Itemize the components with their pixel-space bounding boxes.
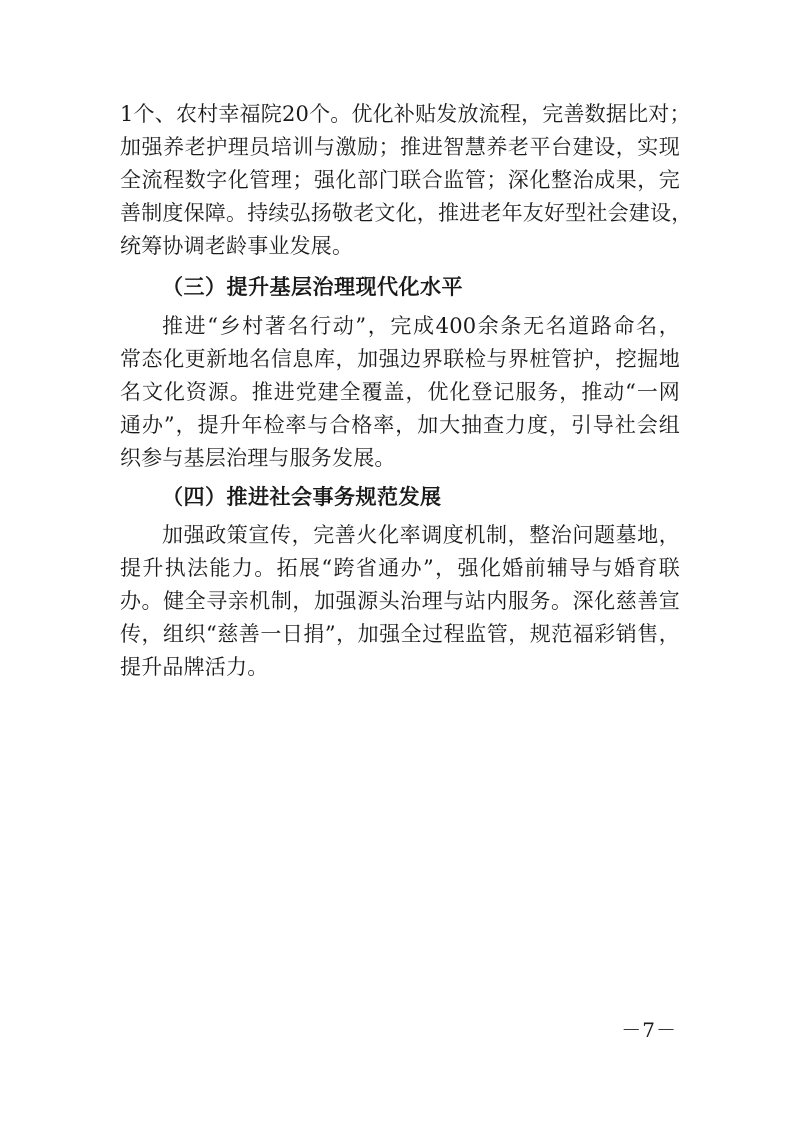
text-line: 全流程数字化管理；强化部门联合监管；深化整治成果，完 — [120, 168, 680, 192]
section-heading-4: （四）推进社会事务规范发展 — [162, 485, 442, 509]
text-line: 加强政策宣传，完善火化率调度机制，整治问题墓地， — [162, 523, 680, 547]
text-line: 传，组织“慈善一日捐”，加强全过程监管，规范福彩销售， — [120, 622, 680, 646]
text-line: 织参与基层治理与服务发展。 — [120, 446, 396, 470]
text-line: 推进“乡村著名行动”，完成400余条无名道路命名， — [162, 314, 680, 338]
text-line: 统筹协调老龄事业发展。 — [120, 234, 354, 258]
text-line: 加强养老护理员培训与激励；推进智慧养老平台建设，实现 — [120, 135, 680, 159]
text-line: 善制度保障。持续弘扬敬老文化，推进老年友好型社会建设， — [120, 201, 693, 225]
text-line: 名文化资源。推进党建全覆盖，优化登记服务，推动“一网 — [120, 380, 680, 404]
section-heading-3: （三）提升基层治理现代化水平 — [162, 275, 463, 299]
text-line: 提升执法能力。拓展“跨省通办”，强化婚前辅导与婚育联 — [120, 556, 680, 580]
text-line: 通办”，提升年检率与合格率，加大抽查力度，引导社会组 — [120, 413, 680, 437]
text-line: 办。健全寻亲机制，加强源头治理与站内服务。深化慈善宣 — [120, 589, 680, 613]
text-line: 提升品牌活力。 — [120, 655, 269, 679]
text-line: 常态化更新地名信息库，加强边界联检与界桩管护，挖掘地 — [120, 347, 680, 371]
page-number: －7－ — [621, 1018, 677, 1042]
text-line: 1个、农村幸福院20个。优化补贴发放流程，完善数据比对； — [120, 102, 691, 126]
